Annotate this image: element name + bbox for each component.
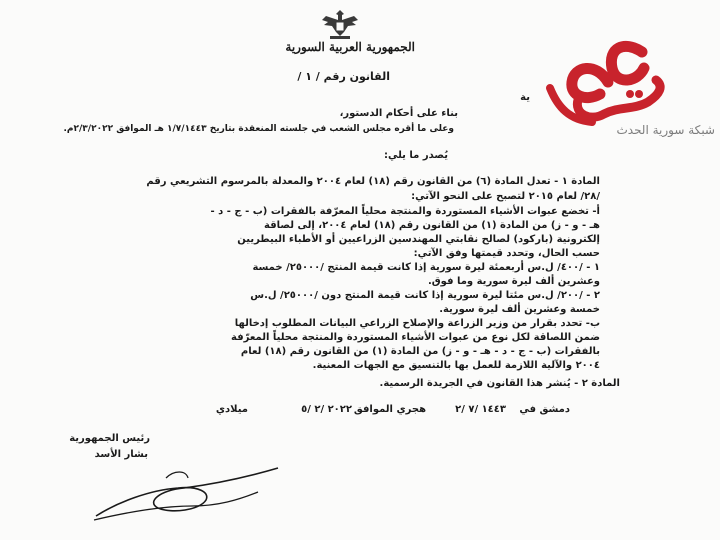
article1-line: ٢ - /٢٠٠/ ل.س مئتا ليرة سورية إذا كانت قيمة المنتج دون /٢٥٠٠٠/ ل.س xyxy=(250,290,600,301)
article1-line: ضمن اللصاقة لكل نوع من عبوات الأشياء المستوردة والمنتجة محلياً المعرّفة xyxy=(231,332,600,343)
preamble-issues: يُصدر ما يلي: xyxy=(383,150,448,161)
preamble-assembly: وعلى ما أقره مجلس الشعب في جلسته المنعقدة بتاريخ ١/٧/١٤٤٣ هـ الموافق ٢/٣/٢٠٢٢م. xyxy=(63,124,454,134)
law-number-heading: القانون رقم / ١ / xyxy=(297,70,390,83)
article1-line: ١ - /٤٠٠/ ل.س أربعمئة ليرة سورية إذا كانت قيمة المنتج /٢٥٠٠٠/ خمسة xyxy=(252,262,600,273)
preamble-constitution: بناء على أحكام الدستور، xyxy=(339,108,458,119)
watermark-caption: شبكة سورية الحدث xyxy=(616,123,715,137)
state-name-heading: الجمهورية العربية السورية xyxy=(285,40,415,54)
dateline-hijri: ١٤٤٣ /٧ /٢ xyxy=(455,404,506,415)
article1-line: ب- تحدد بقرار من وزير الزراعة والإصلاح الزراعي البيانات المطلوب إدخالها xyxy=(234,318,600,329)
signature-title: رئيس الجمهورية xyxy=(69,433,150,444)
article1-line: المادة ١ - تعدل المادة (٦) من القانون رقم (١٨) لعام ٢٠٠٤ والمعدلة بالمرسوم التشريعي رقم xyxy=(146,176,600,187)
syrian-eagle-emblem-icon xyxy=(318,6,362,42)
article1-line: هـ - و - ز) من المادة (١) من القانون رقم (١٨) لعام ٢٠٠٤، إلى لصاقة xyxy=(264,220,600,231)
article1-line: حسب الحال، وتحدد قيمتها وفق الآتي: xyxy=(413,248,600,259)
dateline-gregorian-suffix: ميلادي xyxy=(215,404,248,415)
article1-line: خمسة وعشرين ألف ليرة سورية. xyxy=(439,304,600,315)
dateline-place: دمشق في xyxy=(519,404,570,415)
signature-name: بشار الأسد xyxy=(94,449,148,460)
handwritten-signature xyxy=(88,462,288,532)
article1-line: إلكترونية (باركود) لصالح نقابتي المهندسين الزراعيين أو الأطباء البيطريين xyxy=(237,234,600,245)
dateline-hijri-suffix: هجري الموافق xyxy=(353,404,426,415)
article1-line: /٢٨/ لعام ٢٠١٥ لتصبح على النحو الآتي: xyxy=(411,191,600,202)
article2: المادة ٢ - يُنشر هذا القانون في الجريدة الرسمية. xyxy=(379,378,620,389)
article1-line: أ- تخضع عبوات الأشياء المستوردة والمنتجة محلياً المعرّفة بالفقرات (ب - ج - د - xyxy=(210,206,600,217)
preamble-president-partial: ية xyxy=(520,92,530,103)
article1-line: بالفقرات (ب - ج - د - هـ - و - ز) من المادة (١) من القانون رقم (١٨) لعام xyxy=(240,346,600,357)
article1-line: ٢٠٠٤ والآلية اللازمة للعمل بها بالتنسيق مع الجهات المعنية. xyxy=(312,360,600,371)
watermark-logo xyxy=(538,38,678,130)
article1-line: وعشرين ألف ليرة سورية وما فوق. xyxy=(427,276,600,287)
dateline-gregorian: ٢٠٢٢ /٢ /٥ xyxy=(301,404,352,415)
